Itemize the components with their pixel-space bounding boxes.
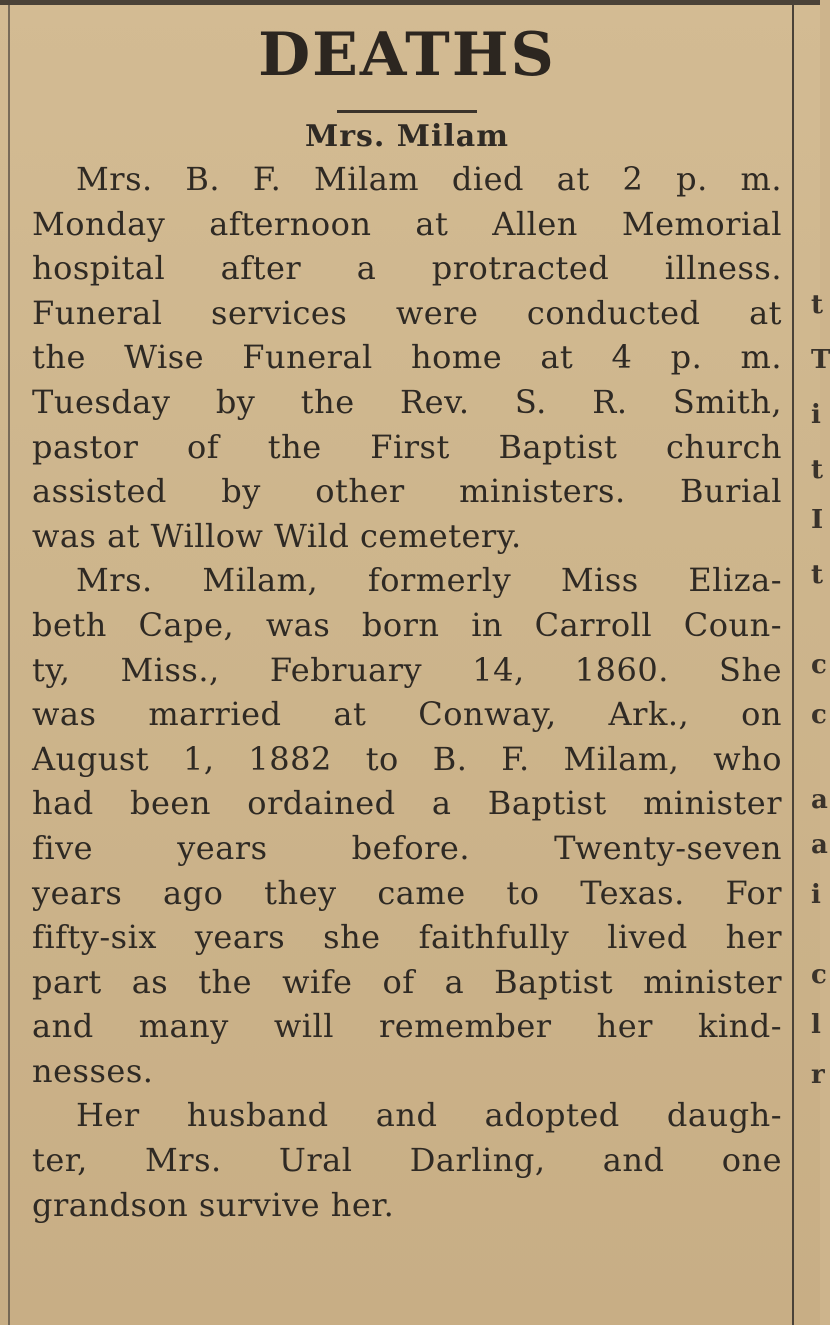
headline-rule [337, 110, 477, 113]
text-line: Mrs. B. F. Milam died at 2 p. m. [76, 160, 782, 198]
adjacent-fragment: l [811, 1010, 821, 1040]
right-column-rule [792, 5, 794, 1325]
text-line: part as the wife of a Baptist minister [32, 962, 782, 1001]
adjacent-column-fragment [803, 0, 830, 1325]
top-border-rule [0, 0, 820, 5]
text-line: was at Willow Wild cemetery. [32, 516, 522, 555]
text-line: fifty-six years she faithfully lived her [32, 918, 782, 957]
adjacent-fragment: t [811, 290, 824, 320]
adjacent-fragment: c [811, 960, 827, 990]
adjacent-fragment: a [811, 785, 828, 815]
paragraph-3 [32, 1093, 782, 1227]
text-line: was married at Conway, Ark., on [32, 695, 782, 734]
text-line: Monday afternoon at Allen Memorial [32, 204, 782, 243]
text-line: the Wise Funeral home at 4 p. m. [32, 338, 782, 377]
text-line: nesses. [32, 1051, 154, 1090]
adjacent-fragment: c [811, 700, 827, 730]
paragraph-2 [32, 558, 782, 1093]
text-line: Funeral services were conducted at [32, 293, 782, 332]
text-line: grandson survive her. [32, 1185, 395, 1224]
text-line: Mrs. Milam, formerly Miss Eliza- [76, 561, 782, 600]
text-line: beth Cape, was born in Carroll Coun- [32, 605, 782, 644]
text-line: pastor of the First Baptist church [32, 427, 782, 466]
obituary-article [32, 20, 782, 1227]
adjacent-fragment: i [811, 400, 821, 430]
adjacent-fragment: c [811, 650, 827, 680]
section-headline: DEATHS [258, 20, 556, 90]
adjacent-fragment: t [811, 560, 824, 590]
text-line: Her husband and adopted daugh- [76, 1096, 782, 1135]
text-line: assisted by other ministers. Burial [32, 472, 782, 511]
obituary-subhead: Mrs. Milam [305, 119, 509, 154]
text-line: years ago they came to Texas. For [32, 873, 782, 912]
adjacent-fragment: I [811, 505, 824, 535]
text-line: and many will remember her kind- [32, 1007, 782, 1046]
text-line: ty, Miss., February 14, 1860. She [32, 650, 782, 689]
adjacent-fragment: t [811, 455, 824, 485]
text-line: five years before. Twenty-seven [32, 828, 782, 867]
text-line: had been ordained a Baptist minister [32, 784, 782, 823]
left-column-rule [8, 5, 10, 1325]
adjacent-fragment: T [811, 345, 830, 375]
adjacent-fragment: r [811, 1060, 825, 1090]
adjacent-fragment: a [811, 830, 828, 860]
paragraph-1 [32, 157, 782, 558]
text-line: August 1, 1882 to B. F. Milam, who [32, 739, 782, 778]
text-line: hospital after a protracted illness. [32, 249, 782, 288]
adjacent-fragment: i [811, 880, 821, 910]
text-line: Tuesday by the Rev. S. R. Smith, [32, 382, 782, 421]
text-line: ter, Mrs. Ural Darling, and one [32, 1141, 782, 1180]
